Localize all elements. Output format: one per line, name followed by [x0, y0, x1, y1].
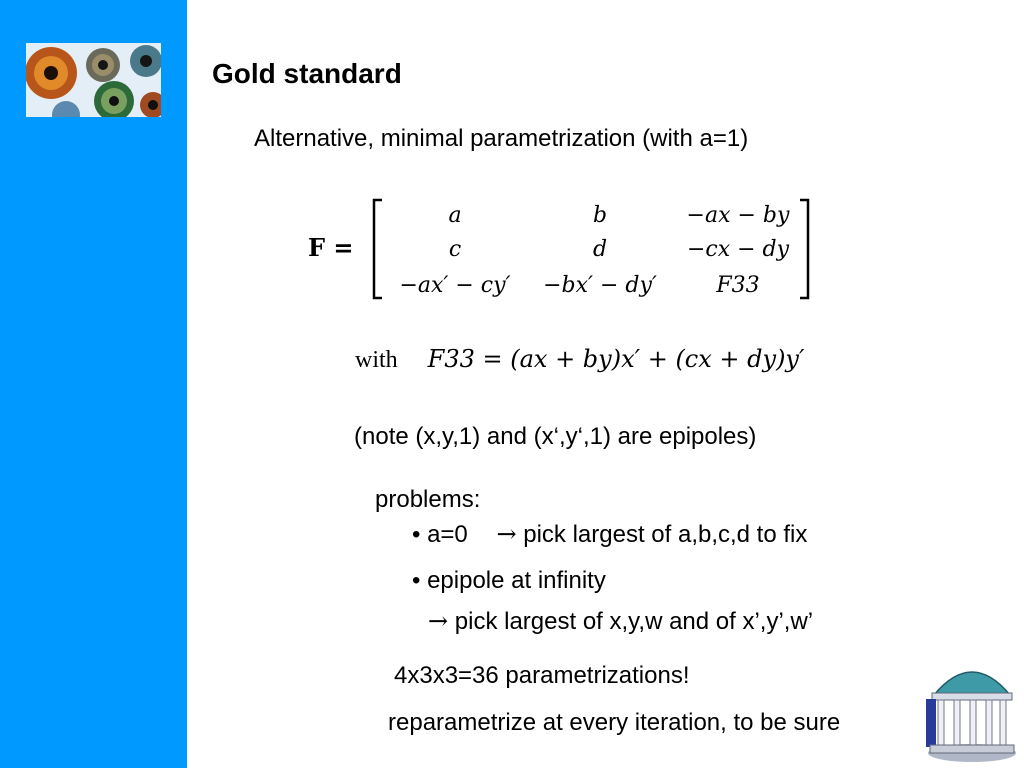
slide-title: Gold standard: [212, 58, 402, 89]
arrow-right-icon: →: [496, 520, 517, 548]
epipole-fix-text: pick largest of x,y,w and of x’,y’,w’: [454, 608, 814, 635]
subtitle: Alternative, minimal parametrization (with a=1): [254, 125, 749, 152]
parametrization-count: 4x3x3=36 parametrizations!: [394, 662, 690, 689]
f33-definition: [355, 345, 804, 374]
matrix-cell-2-1: −bx′ − dy′: [543, 273, 657, 298]
matrix-cell-2-2: F33: [716, 273, 760, 298]
matrix-cell-2-0: −ax′ − cy′: [399, 273, 511, 298]
eyes-collage-logo: [26, 43, 161, 117]
bullet-a-zero-fix: pick largest of a,b,c,d to fix: [523, 521, 808, 548]
reparametrize-line: reparametrize at every iteration, to be sure: [388, 709, 841, 736]
matrix-cell-0-0: a: [448, 203, 462, 228]
matrix-cell-1-1: d: [592, 237, 608, 262]
matrix-cell-0-2: −ax − by: [686, 203, 790, 228]
problems-heading: problems:: [375, 486, 481, 513]
matrix-lhs: F =: [308, 233, 354, 262]
matrix-cell-1-2: −cx − dy: [686, 237, 790, 262]
matrix-cell-0-1: b: [592, 203, 608, 228]
matrix-equation: [300, 192, 820, 315]
with-label: with: [355, 347, 398, 373]
matrix-cell-1-0: c: [448, 237, 462, 262]
epipole-note: (note (x,y,1) and (x‘,y‘,1) are epipoles): [354, 423, 757, 450]
bullet-a-zero-label: • a=0: [412, 521, 468, 548]
f33-equation: F33 = (ax + by)x′ + (cx + dy)y′: [427, 345, 805, 373]
epipole-fix-line: [428, 607, 813, 636]
bullet-epipole-infinity: • epipole at infinity: [412, 567, 606, 594]
old-well-building-icon: [920, 655, 1024, 765]
bullet-a-zero: [412, 520, 807, 549]
arrow-right-icon: →: [428, 607, 449, 635]
